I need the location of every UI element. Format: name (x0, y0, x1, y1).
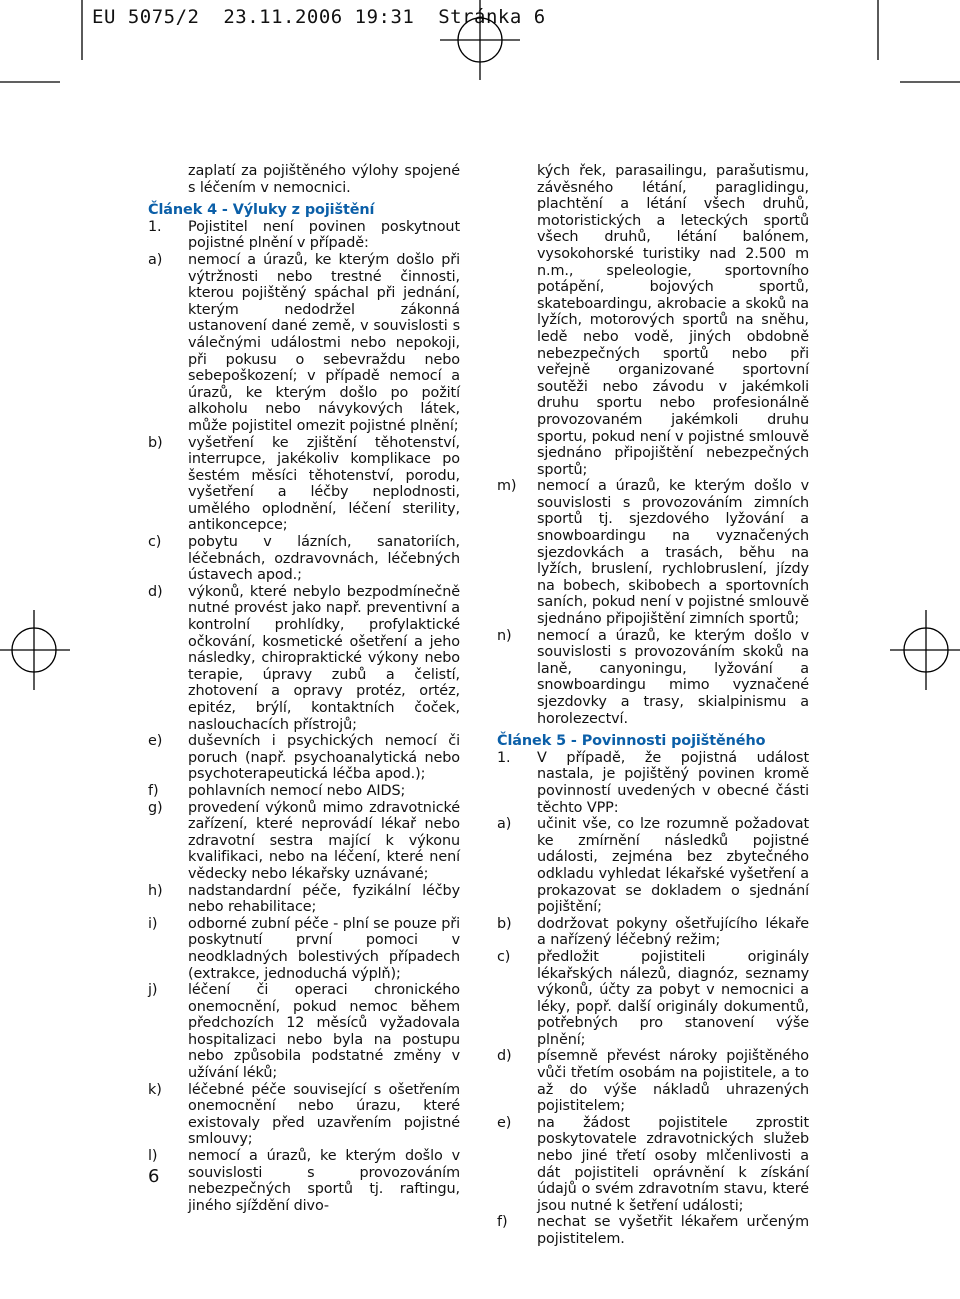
article-5-point-1 (497, 750, 809, 816)
exclusion-item-i (148, 916, 460, 982)
item-text: nechat se vyšetřit lékařem určeným pojistitelem. (537, 1214, 809, 1247)
item-text: dodržovat pokyny ošetřujícího lékaře a nařízený léčebný režim; (537, 915, 809, 949)
item-label: m) (497, 478, 517, 495)
continuation-paragraph: kých řek, parasailingu, parašutismu, závěsného létání, paraglidingu, plachtění a létání všech druhů, motoristických a leteckých sportů všech druhů, létání balónem, vysokohorské turistiky nad 2.500 m n.m., speleologie, sportovního potápění, bojových sportů, skateboardingu, akrobacie a skoků na lyžích, motorových sportů na sněhu, ledě nebo vodě, jiných obdobně nebezpečných sportů nebo při veřejně organizované sportovní soutěži nebo závodu v jakémkoli druhu sportu nebo profesionálně provozovaném jakémkoli druhu sportu, pokud není v pojistné smlouvě sjednáno připojištění nebezpečných sportů; (537, 163, 809, 478)
item-text: nemocí a úrazů, ke kterým došlo v souvislosti s provozováním zimních sportů tj. sjezdového lyžování a snowboardingu na vyznačených sjezdovkách a trasách, běhu na lyžích, bruslení, rychlobruslení, jízdy na bobech, skibobech a sportovních saních, pokud není v pojistné smlouvě sjednáno připojištění zimních sportů; (537, 478, 809, 628)
item-text: nemocí a úrazů, ke kterým došlo v souvislosti s provozováním skoků na laně, canyoningu, lyžování a snowboardingu mimo vyznačené sjezdovky a trasy, skialpinismu a horolezectví. (537, 627, 809, 727)
item-label: g) (148, 799, 163, 816)
item-text: V případě, že pojistná událost nastala, je pojištěný povinen kromě povinností uvedených v obecné části těchto VPP: (537, 749, 809, 816)
item-text: léčení či operaci chronického onemocnění, pokud nemoc během předchozích 12 měsíců vyžadovala hospitalizaci nebo byla na postupu nebo způsobila podstatné změny v užívání léků; (188, 982, 460, 1082)
crop-mark-top-left-icon (0, 0, 90, 90)
item-text: pobytu v lázních, sanatoriích, léčebnách, ozdravovnách, léčebných ústavech apod.; (188, 534, 460, 584)
item-text: výkonů, které nebylo bezpodmínečně nutné provést jako např. preventivní a kontrolní prohlídky, profylaktické očkování, kosmetické ošetření a jeho následky, chiropraktické výkony nebo terapie, úpravy zubů a čelistí, zhotovení a opravy protéz, ortéz, epitéz, brýlí, kontaktních čoček, naslouchacích přístrojů; (188, 583, 460, 733)
crop-mark-top-right-icon (870, 0, 960, 90)
duty-item-e (497, 1115, 809, 1215)
item-label: n) (497, 627, 512, 644)
item-label: f) (148, 782, 159, 799)
article-5-heading: Článek 5 - Povinnosti pojištěného (497, 733, 766, 750)
exclusion-item-k (148, 1082, 460, 1148)
right-column (497, 163, 809, 1248)
item-label: e) (497, 1114, 512, 1131)
item-label: f) (497, 1214, 508, 1231)
exclusion-item-n (497, 628, 809, 728)
item-label: c) (497, 948, 511, 965)
item-text: pohlavních nemocí nebo AIDS; (188, 782, 406, 799)
item-text: nemocí a úrazů, ke kterým došlo v souvislosti s provozováním nebezpečných sportů tj. raftingu, jiného sjíždění divo- (188, 1148, 460, 1214)
duty-item-c (497, 949, 809, 1049)
item-text: písemně převést nároky pojištěného vůči třetím osobám na pojistitele, a to až do výše nákladů uhrazených pojistitelem; (537, 1048, 809, 1115)
item-label: 1. (497, 749, 511, 766)
exclusion-item-m (497, 478, 809, 627)
item-text: předložit pojistiteli originály lékařských nálezů, diagnóz, seznamy výkonů, účty za pobyt v nemocnici a léky, popř. další originály dokumentů, potřebných pro stanovení výše plnění; (537, 948, 809, 1048)
item-label: k) (148, 1081, 162, 1098)
print-slug: EU 5075/2 23.11.2006 19:31 Stránka 6 (92, 6, 546, 28)
left-column (148, 163, 460, 1214)
item-text: vyšetření ke zjištění těhotenství, interrupce, jakékoliv komplikace po šestém měsíci těhotenství, porodu, vyšetření a léčby neplodnosti, umělého oplodnění, léčení sterility, antikoncepce; (188, 434, 460, 534)
item-text: nemocí a úrazů, ke kterým došlo při výtržnosti nebo trestné činnosti, kterou pojištěný spáchal při jednání, kterým nedodržel zákonná ustanovení dané země, v souvislosti s válečnými událostmi nebo nepokoji, při pokusu o sebevraždu nebo sebepoškození; v případě nemocí a úrazů, ke kterým došlo po požití alkoholu nebo návykových látek, může pojistitel omezit pojistné plnění; (188, 251, 460, 434)
registration-mark-left-icon (0, 610, 70, 690)
item-label: l) (148, 1148, 158, 1165)
item-label: c) (148, 534, 162, 551)
page-number: 6 (148, 1166, 160, 1187)
exclusion-item-f (148, 783, 460, 800)
item-label: a) (148, 251, 163, 268)
intro-paragraph: zaplatí za pojištěného výlohy spojené s léčením v nemocnici. (188, 163, 460, 196)
article-4-heading: Článek 4 - Výluky z pojištění (148, 202, 375, 219)
exclusion-item-h (148, 883, 460, 916)
item-text: na žádost pojistitele zprostit poskytovatele zdravotnických služeb nebo jiné třetí osoby mlčenlivosti a dát pojistiteli oprávnění k získání údajů o svém zdravotním stavu, které jsou nutné k šetření události; (537, 1114, 809, 1214)
item-label: j) (148, 982, 158, 999)
item-text: odborné zubní péče - plní se pouze při poskytnutí první pomoci v neodkladných bolestivých případech (extrakce, jednoduchá výplň); (188, 915, 460, 982)
item-label: b) (497, 915, 512, 932)
item-label: a) (497, 816, 512, 833)
item-text: učinit vše, co lze rozumně požadovat ke zmírnění následků pojistné události, zejména bez zbytečného odkladu vyhledat lékařské vyšetření a prokazovat se dokladem o sjednání pojištění; (537, 816, 809, 916)
duty-item-a (497, 816, 809, 916)
duty-item-f (497, 1214, 809, 1247)
exclusion-item-l (148, 1148, 460, 1214)
exclusion-item-d (148, 584, 460, 733)
exclusion-item-b (148, 435, 460, 535)
exclusion-item-e (148, 733, 460, 783)
item-label: e) (148, 733, 163, 750)
exclusion-item-a (148, 252, 460, 435)
item-text: Pojistitel není povinen poskytnout pojistné plnění v případě: (188, 218, 460, 252)
item-text: léčebné péče související s ošetřením onemocnění nebo úrazu, které existovaly před uzavřením pojistné smlouvy; (188, 1081, 460, 1148)
item-text: nadstandardní péče, fyzikální léčby nebo rehabilitace; (188, 882, 460, 916)
item-label: d) (497, 1048, 512, 1065)
exclusion-item-j (148, 982, 460, 1082)
item-text: duševních i psychických nemocí či poruch (např. psychoanalytická nebo psychoterapeutická léčba apod.); (188, 733, 460, 783)
item-label: b) (148, 434, 163, 451)
duty-item-b (497, 916, 809, 949)
exclusion-item-g (148, 800, 460, 883)
item-label: i) (148, 915, 158, 932)
registration-mark-top-icon (440, 0, 520, 80)
item-label: d) (148, 583, 163, 600)
duty-item-d (497, 1048, 809, 1114)
item-label: h) (148, 882, 163, 899)
item-label: 1. (148, 218, 162, 235)
item-text: provedení výkonů mimo zdravotnické zařízení, které neprovádí lékař nebo zdravotní sestra mající k výkonu kvalifikaci, nebo na léčení, které není vědecky nebo lékařsky uznávané; (188, 799, 460, 882)
exclusion-item-c (148, 534, 460, 584)
registration-mark-right-icon (890, 610, 960, 690)
article-4-point-1 (148, 219, 460, 252)
